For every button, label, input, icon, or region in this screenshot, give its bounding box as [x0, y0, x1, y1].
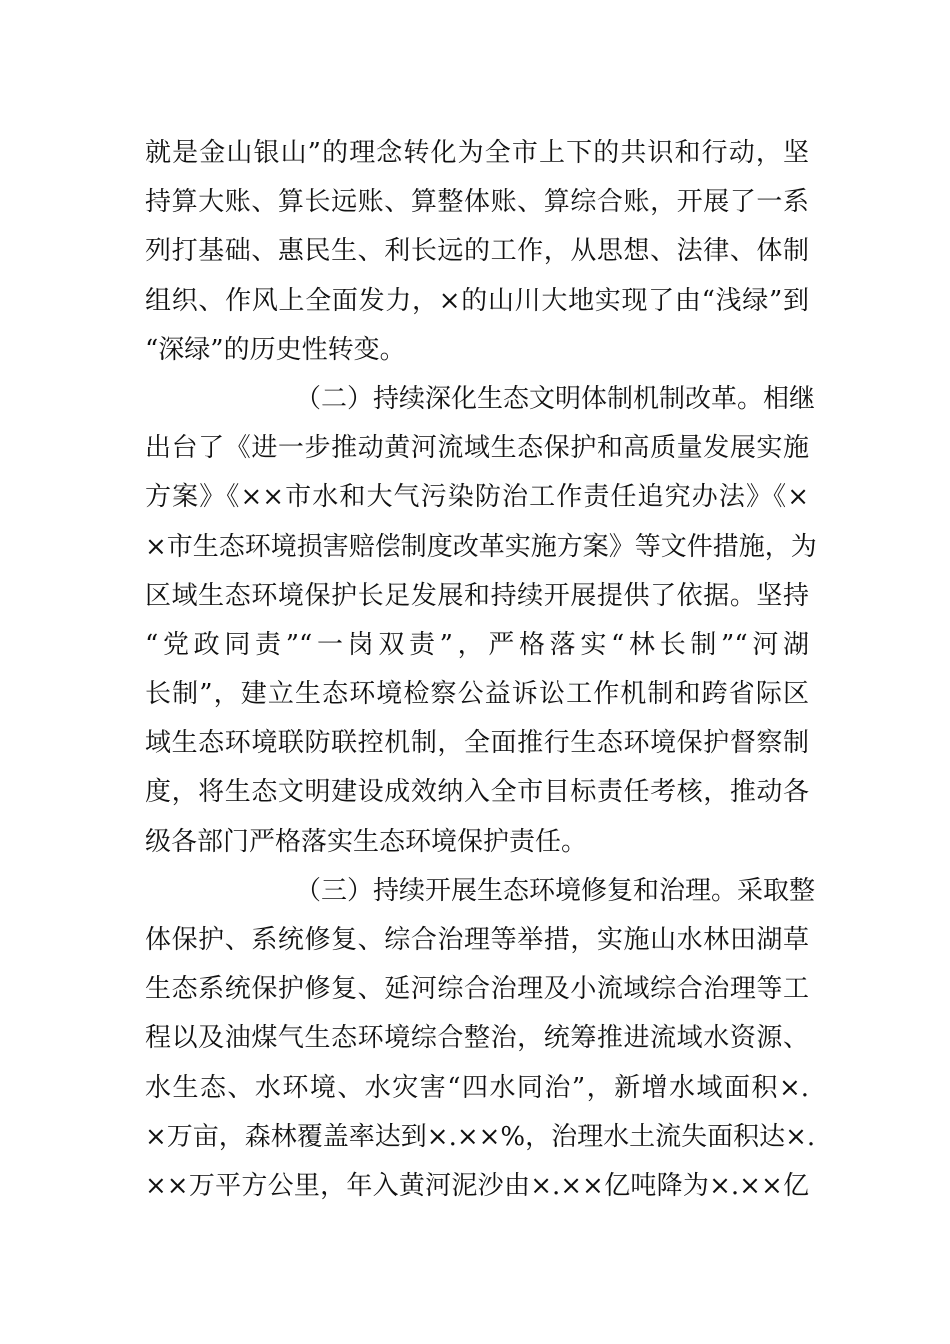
text-line: 持算大账、算长远账、算整体账、算综合账，开展了一系 [145, 187, 809, 218]
document-body [145, 129, 817, 1211]
text-line: 区域生态环境保护长足发展和持续开展提供了依据。坚持 [145, 580, 809, 611]
text-line: 长制”，建立生态环境检察公益诉讼工作机制和跨省际区 [145, 679, 809, 710]
text-line: ×万亩，森林覆盖率达到×.××%，治理水土流失面积达×. [145, 1121, 816, 1152]
text-line: 方案》《××市水和大气污染防治工作责任追究办法》《× [145, 482, 809, 513]
text-line: 水生态、水环境、水灾害“四水同治”，新增水域面积×. [145, 1072, 809, 1103]
section-heading-line: （二）持续深化生态文明体制机制改革。相继 [295, 383, 816, 414]
text-line: ×市生态环境损害赔偿制度改革实施方案》等文件措施，为 [145, 531, 817, 562]
section-heading-line: （三）持续开展生态环境修复和治理。采取整 [295, 875, 816, 906]
text-line: 度，将生态文明建设成效纳入全市目标责任考核，推动各 [145, 777, 809, 808]
text-line: 列打基础、惠民生、利长远的工作，从思想、法律、体制 [145, 236, 809, 267]
text-line: “深绿”的历史性转变。 [145, 334, 406, 365]
text-line: 域生态环境联防联控机制，全面推行生态环境保护督察制 [145, 728, 809, 759]
text-line: 生态系统保护修复、延河综合治理及小流域综合治理等工 [145, 974, 809, 1005]
text-line: 程以及油煤气生态环境综合整治，统筹推进流域水资源、 [145, 1023, 809, 1054]
text-line: “党政同责”“一岗双责”，严格落实“林长制”“河湖 [145, 629, 809, 660]
text-line: 级各部门严格落实生态环境保护责任。 [145, 826, 588, 857]
text-line: 出台了《进一步推动黄河流域生态保护和高质量发展实施 [145, 433, 809, 464]
text-line: 组织、作风上全面发力，×的山川大地实现了由“浅绿”到 [145, 285, 809, 316]
text-line: 体保护、系统修复、综合治理等举措，实施山水林田湖草 [145, 925, 809, 955]
text-line: ××万平方公里，年入黄河泥沙由×.××亿吨降为×.××亿 [145, 1170, 809, 1201]
text-line: 就是金山银山”的理念转化为全市上下的共识和行动，坚 [145, 138, 809, 168]
